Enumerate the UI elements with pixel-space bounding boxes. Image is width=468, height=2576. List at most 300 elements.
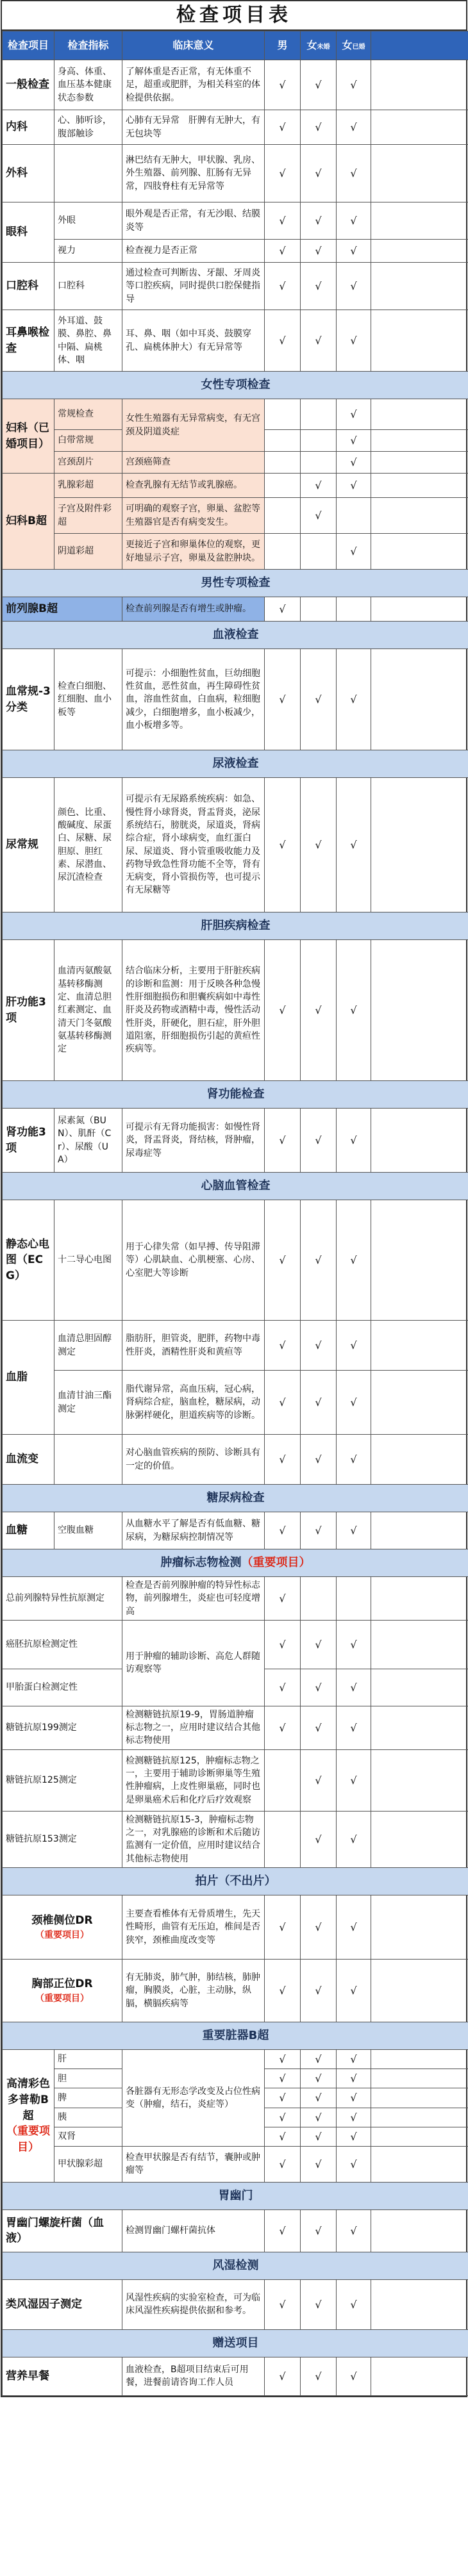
meaning-cell: 主要查看椎体有无骨质增生，先天性畸形，曲管有无压迫，椎间是否狭窄，颈椎曲度改变等 — [122, 1895, 265, 1959]
check-mark: √ — [301, 1200, 337, 1321]
section-title: 肝胆疾病检查 — [3, 912, 468, 940]
section-header — [3, 1485, 468, 1512]
section-title: 肾功能检查 — [3, 1081, 468, 1109]
meaning-cell: 对心脑血管疾病的预防、诊断具有一定的价值。 — [122, 1435, 265, 1485]
important-label: （重要项目） — [6, 2125, 50, 2154]
check-mark: √ — [337, 263, 371, 310]
item-cell: 血流变 — [3, 1435, 54, 1485]
section-title: 胃幽门 — [3, 2182, 468, 2209]
index-cell: 肝 — [54, 2049, 122, 2068]
empty-cell — [301, 452, 337, 474]
check-mark: √ — [301, 649, 337, 750]
check-mark: √ — [337, 2209, 371, 2252]
check-mark: √ — [337, 1706, 371, 1749]
item-cell: 妇科B超 — [3, 474, 54, 570]
check-mark: √ — [265, 202, 301, 240]
index-cell: 身高、体重、血压基本健康状态参数 — [54, 60, 122, 110]
check-mark: √ — [265, 1706, 301, 1749]
meaning-cell: 检查前列腺是否有增生或肿瘤。 — [122, 597, 265, 622]
check-mark: √ — [337, 1811, 371, 1867]
empty-cell — [371, 1706, 468, 1749]
important-label: （重要项目） — [35, 1993, 89, 2004]
table-row — [3, 1321, 468, 1371]
item-cell — [3, 1895, 122, 1959]
empty-cell — [371, 1749, 468, 1811]
table-row — [3, 2049, 468, 2068]
section-title: 心脑血管检查 — [3, 1173, 468, 1200]
check-mark: √ — [265, 1577, 301, 1621]
empty-cell — [371, 399, 468, 430]
check-mark: √ — [337, 1512, 371, 1549]
table-row — [3, 1959, 468, 2022]
empty-cell — [371, 202, 468, 240]
index-cell: 白带常规 — [54, 430, 122, 452]
check-mark: √ — [337, 1895, 371, 1959]
empty-cell — [371, 263, 468, 310]
index-cell: 脾 — [54, 2088, 122, 2108]
check-mark: √ — [337, 60, 371, 110]
check-mark: √ — [301, 1321, 337, 1371]
item-cell: 尿常规 — [3, 778, 54, 912]
table-row — [3, 240, 468, 263]
section-header — [3, 2022, 468, 2049]
header-female-label: 女 — [306, 39, 317, 52]
check-mark: √ — [301, 1895, 337, 1959]
section-header — [3, 912, 468, 940]
check-mark: √ — [301, 940, 337, 1081]
item-cell: 肾功能3项 — [3, 1109, 54, 1173]
meaning-cell: 女性生殖器有无异常病变，有无宫颈及阴道炎症 — [122, 399, 265, 452]
check-mark: √ — [301, 2049, 337, 2068]
empty-cell — [371, 474, 468, 498]
header-female-label: 女 — [342, 39, 353, 52]
empty-cell — [371, 2279, 468, 2329]
empty-cell — [337, 498, 371, 534]
empty-cell — [265, 1811, 301, 1867]
header-female-married — [337, 31, 371, 60]
check-mark: √ — [337, 649, 371, 750]
header-male: 男 — [265, 31, 301, 60]
item-cell: 眼科 — [3, 202, 54, 263]
empty-cell — [371, 534, 468, 570]
table-row — [3, 2146, 468, 2182]
empty-cell — [265, 452, 301, 474]
index-cell: 口腔科 — [54, 263, 122, 310]
item-cell: 糖链抗原199测定 — [3, 1706, 122, 1749]
check-mark: √ — [301, 2146, 337, 2182]
item-cell: 一般检查 — [3, 60, 54, 110]
check-mark: √ — [265, 2146, 301, 2182]
check-mark: √ — [337, 940, 371, 1081]
meaning-cell: 可提示：小细胞性贫血，巨幼细胞性贫血，恶性贫血，再生障碍性贫血，溶血性贫血，白血病，粒细胞减少，白细胞增多，血小板减少，血小板增多等。 — [122, 649, 265, 750]
check-mark: √ — [301, 2127, 337, 2146]
section-header — [3, 2182, 468, 2209]
check-mark: √ — [265, 1321, 301, 1371]
check-mark: √ — [265, 1200, 301, 1321]
index-cell — [54, 1435, 122, 1485]
empty-cell — [371, 110, 468, 145]
meaning-cell: 通过检查可判断齿、牙龈、牙周炎等口腔疾病，同时提供口腔保健指导 — [122, 263, 265, 310]
meaning-cell: 检查甲状腺是否有结节，囊肿或肿瘤等 — [122, 2146, 265, 2182]
table-row — [3, 1749, 468, 1811]
empty-cell — [371, 2127, 468, 2146]
meaning-cell: 检查是否前列腺肿瘤的特异性标志物，前列腺增生，炎症也可轻度增高 — [122, 1577, 265, 1621]
meaning-cell: 结合临床分析，主要用于肝脏疾病的诊断和监测：用于反映各种急慢性肝细胞损伤和胆囊疾病如中毒性肝炎及药物或酒精中毒，慢性活动性肝炎，肝硬化，胆石症，肝外胆道阻塞，肝细胞损伤引起的黄疸性疾病等。 — [122, 940, 265, 1081]
empty-cell — [265, 399, 301, 430]
item-cell: 糖链抗原125测定 — [3, 1749, 122, 1811]
table-row — [3, 1620, 468, 1669]
meaning-cell: 血液检查，B超项目结束后可用餐，进餐前请咨询工作人员 — [122, 2357, 265, 2395]
check-mark: √ — [301, 474, 337, 498]
section-title: 血液检查 — [3, 622, 468, 649]
check-mark: √ — [337, 399, 371, 430]
table-row — [3, 1895, 468, 1959]
check-mark: √ — [301, 498, 337, 534]
check-mark: √ — [265, 110, 301, 145]
meaning-cell: 检测糖链抗原125，肿瘤标志物之一，主要用于辅助诊断卵巢等生殖性肿瘤病，上皮性卵巢癌，同时也是卵巢癌术后和化疗后疗效观察 — [122, 1749, 265, 1811]
table-row — [3, 778, 468, 912]
meaning-cell: 从血糖水平了解是否有低血糖、糖尿病，为糖尿病控制情况等 — [122, 1512, 265, 1549]
check-mark: √ — [265, 940, 301, 1081]
check-mark: √ — [301, 2069, 337, 2088]
empty-cell — [371, 1895, 468, 1959]
exam-items-document — [1, 0, 467, 2397]
check-mark: √ — [301, 202, 337, 240]
section-header — [3, 1081, 468, 1109]
check-mark: √ — [301, 1706, 337, 1749]
table-row — [3, 2279, 468, 2329]
check-mark: √ — [265, 2127, 301, 2146]
meaning-cell: 可提示有无肾功能损害：如慢性肾炎，肾盂肾炎，肾结核，肾肿瘤，尿毒症等 — [122, 1109, 265, 1173]
index-cell: 甲状腺彩超 — [54, 2146, 122, 2182]
table-row — [3, 498, 468, 534]
meaning-cell: 有无肺炎，肺气肿，肺结核，肺肿瘤，胸膜炎，心脏，主动脉，纵膈，横膈疾病等 — [122, 1959, 265, 2022]
index-cell: 乳腺彩超 — [54, 474, 122, 498]
meaning-cell: 检测糖链抗原15-3，肿瘤标志物之一，对乳腺癌的诊断和术后随访监测有一定价值，应用时建议结合其他标志物使用 — [122, 1811, 265, 1867]
empty-cell — [265, 534, 301, 570]
meaning-cell: 各脏器有无形态学改变及占位性病变（肿瘤，结石，炎症等） — [122, 2049, 265, 2146]
check-mark: √ — [337, 110, 371, 145]
empty-cell — [371, 597, 468, 622]
check-mark: √ — [265, 2108, 301, 2127]
check-mark: √ — [337, 2279, 371, 2329]
table-row — [3, 1577, 468, 1621]
empty-cell — [371, 2088, 468, 2108]
table-row — [3, 202, 468, 240]
check-mark: √ — [265, 2279, 301, 2329]
empty-cell — [371, 145, 468, 202]
section-title: 男性专项检查 — [3, 570, 468, 597]
check-mark: √ — [337, 2127, 371, 2146]
empty-cell — [371, 778, 468, 912]
check-mark: √ — [265, 2357, 301, 2395]
item-cell: 类风湿因子测定 — [3, 2279, 122, 2329]
check-mark: √ — [265, 1512, 301, 1549]
check-mark: √ — [337, 534, 371, 570]
index-cell: 子宫及附件彩超 — [54, 498, 122, 534]
section-header — [3, 570, 468, 597]
index-cell: 胰 — [54, 2108, 122, 2127]
empty-cell — [371, 1109, 468, 1173]
check-mark: √ — [337, 430, 371, 452]
check-mark: √ — [337, 2049, 371, 2068]
meaning-cell: 了解体重是否正常，有无体重不足，超重或肥胖，为相关科室的体检提供依据。 — [122, 60, 265, 110]
section-title: 赠送项目 — [3, 2329, 468, 2357]
meaning-cell: 脂代谢异常，高血压病，冠心病，肾病综合症，脑血栓，糖尿病，动脉粥样硬化，胆道疾病等的诊断。 — [122, 1371, 265, 1435]
meaning-cell: 检测糖链抗原19-9，胃肠道肿瘤标志物之一，应用时建议结合其他标志物使用 — [122, 1706, 265, 1749]
empty-cell — [265, 430, 301, 452]
check-mark: √ — [337, 2357, 371, 2395]
item-label: 高清彩色多普勒B超 — [6, 2077, 50, 2122]
empty-cell — [371, 2146, 468, 2182]
table-row — [3, 452, 468, 474]
index-cell: 外眼 — [54, 202, 122, 240]
item-cell: 甲胎蛋白检测定性 — [3, 1669, 122, 1706]
index-cell: 外耳道、鼓膜、鼻腔、鼻中隔、扁桃体、咽 — [54, 310, 122, 372]
index-cell: 视力 — [54, 240, 122, 263]
table-row — [3, 597, 468, 622]
meaning-cell: 可提示有无尿路系统疾病：如急、慢性肾小球肾炎，肾盂肾炎，泌尿系统结石，膀胱炎，尿道炎，肾病综合症，肾小球病变，血红蛋白尿、尿道炎、肾小管重吸收能力及药物导致急性肾功能不全等，肾有无病变，肾小管损伤等，也可提示有无尿糖等 — [122, 778, 265, 912]
section-title-text: 肿瘤标志物检测 — [160, 1555, 242, 1569]
table-row — [3, 60, 468, 110]
item-label: 颈椎侧位DR — [31, 1914, 93, 1927]
section-header — [3, 750, 468, 778]
index-cell: 空腹血糖 — [54, 1512, 122, 1549]
check-mark: √ — [301, 1811, 337, 1867]
check-mark: √ — [301, 2209, 337, 2252]
empty-cell — [301, 534, 337, 570]
item-cell — [3, 2049, 54, 2182]
empty-cell — [371, 1371, 468, 1435]
meaning-cell: 用于肿瘤的辅助诊断、高危人群随访观察等 — [122, 1620, 265, 1706]
index-cell: 十二导心电图 — [54, 1200, 122, 1321]
check-mark: √ — [265, 1895, 301, 1959]
section-header — [3, 2252, 468, 2279]
item-label: 胸部正位DR — [31, 1977, 93, 1990]
section-title: 风湿检测 — [3, 2252, 468, 2279]
empty-cell — [371, 2357, 468, 2395]
empty-cell — [371, 1321, 468, 1371]
meaning-cell: 淋巴结有无肿大，甲状腺、乳房、外生殖器、前列腺、肛肠有无异常，四肢脊柱有无异常等 — [122, 145, 265, 202]
index-cell: 双肾 — [54, 2127, 122, 2146]
check-mark: √ — [337, 1371, 371, 1435]
check-mark: √ — [337, 2146, 371, 2182]
check-mark: √ — [265, 2209, 301, 2252]
table-row — [3, 1371, 468, 1435]
check-mark: √ — [301, 1749, 337, 1811]
empty-cell — [301, 1577, 337, 1621]
empty-cell — [371, 2108, 468, 2127]
check-mark: √ — [265, 1620, 301, 1669]
empty-cell — [371, 240, 468, 263]
check-mark: √ — [265, 1435, 301, 1485]
header-blank — [371, 31, 468, 60]
meaning-cell: 心肺有无异常 肝脾有无肿大，有无包块等 — [122, 110, 265, 145]
section-header — [3, 2329, 468, 2357]
index-cell — [54, 145, 122, 202]
empty-cell — [371, 940, 468, 1081]
check-mark: √ — [265, 1109, 301, 1173]
check-mark: √ — [301, 240, 337, 263]
item-cell: 血常规-3分类 — [3, 649, 54, 750]
check-mark: √ — [337, 2088, 371, 2108]
section-title: 重要脏器B超 — [3, 2022, 468, 2049]
check-mark: √ — [337, 240, 371, 263]
check-mark: √ — [265, 2069, 301, 2088]
check-mark: √ — [337, 452, 371, 474]
table-row — [3, 399, 468, 430]
check-mark: √ — [337, 202, 371, 240]
check-mark: √ — [301, 1512, 337, 1549]
check-mark: √ — [337, 1749, 371, 1811]
page-title: 检查项目表 — [2, 1, 466, 31]
check-mark: √ — [301, 60, 337, 110]
index-cell: 血清甘油三酯测定 — [54, 1371, 122, 1435]
section-title: 女性专项检查 — [3, 372, 468, 399]
empty-cell — [371, 1512, 468, 1549]
table-row — [3, 474, 468, 498]
empty-cell — [371, 1669, 468, 1706]
header-female-unmarried — [301, 31, 337, 60]
meaning-cell: 宫颈癌筛查 — [122, 452, 265, 474]
check-mark: √ — [301, 2088, 337, 2108]
check-mark: √ — [265, 240, 301, 263]
check-mark: √ — [265, 1669, 301, 1706]
check-mark: √ — [337, 1435, 371, 1485]
index-cell: 宫颈刮片 — [54, 452, 122, 474]
check-mark: √ — [265, 310, 301, 372]
check-mark: √ — [337, 1620, 371, 1669]
check-mark: √ — [265, 60, 301, 110]
section-title: 拍片（不出片） — [3, 1867, 468, 1895]
check-mark: √ — [337, 778, 371, 912]
header-index: 检查指标 — [54, 31, 122, 60]
index-cell: 尿素氮（BUN）、肌酐（Cr）、尿酸（UA） — [54, 1109, 122, 1173]
empty-cell — [371, 498, 468, 534]
check-mark: √ — [301, 2357, 337, 2395]
table-row — [3, 2209, 468, 2252]
empty-cell — [371, 1959, 468, 2022]
section-header — [3, 1173, 468, 1200]
check-mark: √ — [265, 649, 301, 750]
table-row — [3, 649, 468, 750]
table-row — [3, 1435, 468, 1485]
empty-cell — [371, 1200, 468, 1321]
item-cell: 肝功能3项 — [3, 940, 54, 1081]
index-cell: 颜色、比重、酸碱度、尿蛋白、尿糖、尿胆原、胆红素、尿潜血、尿沉渣检查 — [54, 778, 122, 912]
check-mark: √ — [301, 110, 337, 145]
table-row — [3, 1512, 468, 1549]
meaning-cell: 更接近子宫和卵巢体位的观察，更好地显示子宫，卵巢及盆腔肿块。 — [122, 534, 265, 570]
section-header — [3, 372, 468, 399]
table-row — [3, 1706, 468, 1749]
check-mark: √ — [265, 145, 301, 202]
empty-cell — [337, 1577, 371, 1621]
exam-table — [2, 31, 468, 2396]
check-mark: √ — [301, 778, 337, 912]
check-mark: √ — [265, 263, 301, 310]
index-cell: 血清总胆固醇测定 — [54, 1321, 122, 1371]
section-header — [3, 1867, 468, 1895]
empty-cell — [301, 399, 337, 430]
empty-cell — [301, 430, 337, 452]
empty-cell — [337, 597, 371, 622]
check-mark: √ — [301, 145, 337, 202]
index-cell: 检查白细胞、红细胞、血小板等 — [54, 649, 122, 750]
item-cell: 口腔科 — [3, 263, 54, 310]
check-mark: √ — [265, 2049, 301, 2068]
table-row — [3, 940, 468, 1081]
check-mark: √ — [337, 2069, 371, 2088]
item-cell: 外科 — [3, 145, 54, 202]
empty-cell — [371, 2069, 468, 2088]
check-mark: √ — [337, 474, 371, 498]
empty-cell — [301, 597, 337, 622]
empty-cell — [371, 1577, 468, 1621]
meaning-cell: 风湿性疾病的实验室检查，可为临床风湿性疾病提供依据和参考。 — [122, 2279, 265, 2329]
check-mark: √ — [301, 1620, 337, 1669]
section-header — [3, 622, 468, 649]
index-cell: 心、肺听诊，腹部触诊 — [54, 110, 122, 145]
table-row — [3, 110, 468, 145]
section-title: 糖尿病检查 — [3, 1485, 468, 1512]
empty-cell — [371, 2209, 468, 2252]
empty-cell — [371, 60, 468, 110]
table-row — [3, 2357, 468, 2395]
check-mark: √ — [337, 2108, 371, 2127]
index-cell: 阴道彩超 — [54, 534, 122, 570]
empty-cell — [371, 649, 468, 750]
table-row — [3, 263, 468, 310]
item-cell: 静态心电图（ECG） — [3, 1200, 54, 1321]
check-mark: √ — [301, 1371, 337, 1435]
section-header — [3, 1549, 468, 1577]
meaning-cell: 眼外观是否正常，有无沙眼、结膜炎等 — [122, 202, 265, 240]
important-label: （重要项目） — [241, 1555, 311, 1569]
check-mark: √ — [301, 310, 337, 372]
important-label: （重要项目） — [35, 1929, 89, 1940]
item-cell: 妇科（已婚项目） — [3, 399, 54, 474]
empty-cell — [371, 430, 468, 452]
item-cell — [3, 1959, 122, 2022]
table-row — [3, 1200, 468, 1321]
check-mark: √ — [265, 1959, 301, 2022]
check-mark: √ — [301, 1109, 337, 1173]
check-mark: √ — [301, 1435, 337, 1485]
item-cell: 前列腺B超 — [3, 597, 122, 622]
empty-cell — [265, 474, 301, 498]
check-mark: √ — [265, 1371, 301, 1435]
table-row — [3, 1811, 468, 1867]
item-cell: 癌胚抗原检测定性 — [3, 1620, 122, 1669]
index-cell: 血清丙氨酸氨基转移酶测定、血清总胆红素测定、血清天门冬氨酸氨基转移酶测定 — [54, 940, 122, 1081]
meaning-cell: 检查视力是否正常 — [122, 240, 265, 263]
check-mark: √ — [337, 1109, 371, 1173]
item-cell: 血糖 — [3, 1512, 54, 1549]
meaning-cell: 可明确的观察子宫，卵巢、盆腔等生殖器官是否有病变发生。 — [122, 498, 265, 534]
check-mark: √ — [301, 263, 337, 310]
check-mark: √ — [337, 1669, 371, 1706]
meaning-cell: 检测胃幽门螺杆菌抗体 — [122, 2209, 265, 2252]
header-meaning: 临床意义 — [122, 31, 265, 60]
empty-cell — [265, 498, 301, 534]
section-title: 尿液检查 — [3, 750, 468, 778]
item-cell: 耳鼻喉检查 — [3, 310, 54, 372]
check-mark: √ — [265, 2088, 301, 2108]
meaning-cell: 检查乳腺有无结节或乳腺癌。 — [122, 474, 265, 498]
section-title — [3, 1549, 468, 1577]
empty-cell — [371, 1811, 468, 1867]
